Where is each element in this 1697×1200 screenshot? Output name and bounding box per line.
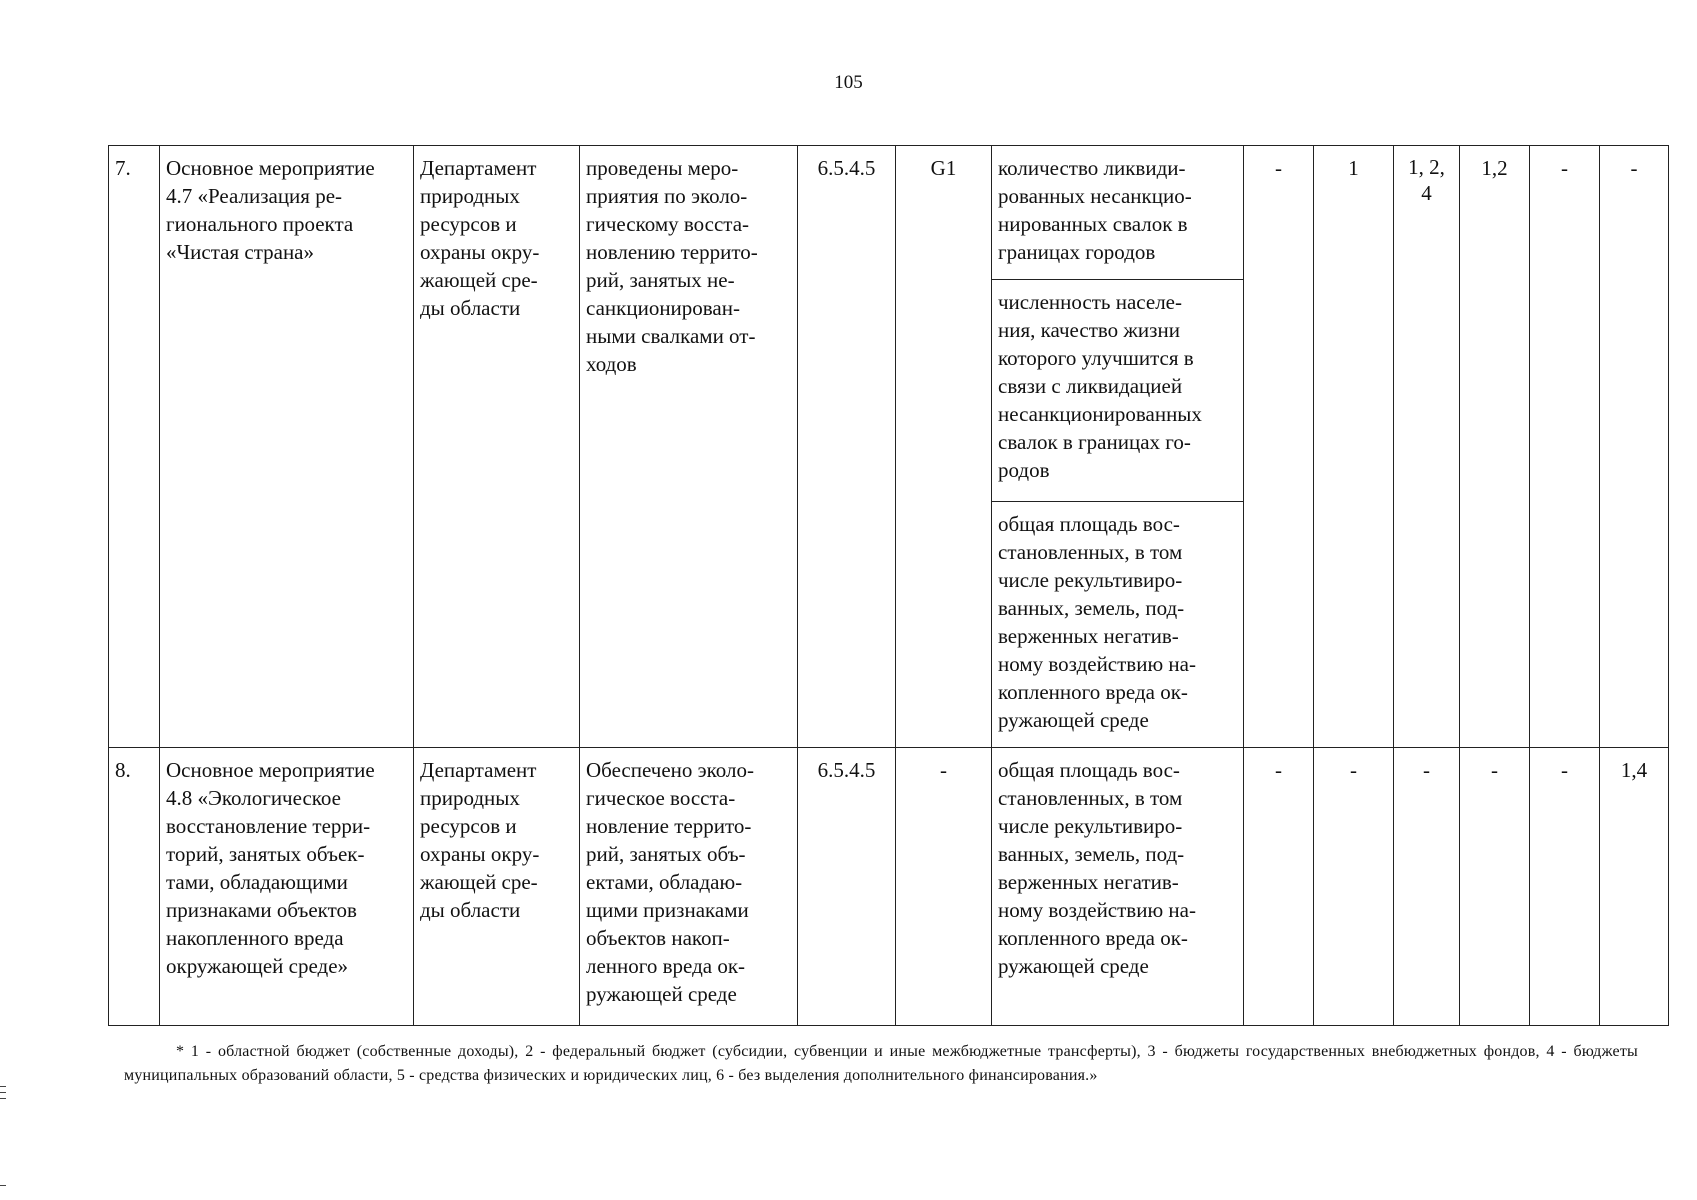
funding-source: - [1600,146,1669,748]
table-row [109,748,1669,1026]
funding-source: 1,4 [1600,748,1669,1026]
funding-source: 1 [1314,146,1394,748]
indicator: численность населе- ния, качество жизни которого улучшится в связи с ликвидацией несанкционированных свалок в границах го- родов [992,280,1244,502]
indicator: общая площадь вос- становленных, в том числе рекультивиро- ванных, земель, под- верженных негатив- ному воздействию на- копленного вреда ок- ружающей среде [992,748,1244,1026]
funding-source: 1,2 [1460,146,1530,748]
funding-source: - [1314,748,1394,1026]
program-code: 6.5.4.5 [798,748,896,1026]
row-number: 7. [109,146,160,748]
project-code: G1 [896,146,992,748]
scan-edge-mark [0,1086,6,1087]
activities-table [108,145,1669,1026]
indicator: количество ликвиди- рованных несанкцио- нированных свалок в границах городов [992,146,1244,280]
expected-result: проведены меро- приятия по эколо- гическому восста- новлению террито- рий, занятых не- санкционирован- ными свалками от- ходов [580,146,798,748]
funding-source: - [1394,748,1460,1026]
footnote: * 1 - областной бюджет (собственные доходы), 2 - федеральный бюджет (субсидии, субвенции и иные межбюджетные трансферты), 3 - бюджеты государственных внебюджетных фондов, 4 - бюджеты муниципальных образований области, 5 - средства физических и юридических лиц, 6 - без выделения дополнительного финансирования.» [124,1043,1638,1084]
funding-source: - [1244,748,1314,1026]
executor: Департамент природных ресурсов и охраны окру- жающей сре- ды области [414,748,580,1026]
event-name: Основное мероприятие 4.8 «Экологическое восстановление терри- торий, занятых объек- тами, обладающими признаками объектов накопленного вреда окружающей среде» [160,748,414,1026]
funding-source: 1, 2, 4 [1394,146,1460,748]
table-row [109,146,1669,280]
scan-edge-mark [0,1185,6,1186]
funding-source: - [1530,748,1600,1026]
page-number: 105 [834,72,863,93]
executor: Департамент природных ресурсов и охраны окру- жающей сре- ды области [414,146,580,748]
project-code: - [896,748,992,1026]
funding-source: - [1530,146,1600,748]
funding-source: - [1244,146,1314,748]
event-name: Основное мероприятие 4.7 «Реализация ре- гионального проекта «Чистая страна» [160,146,414,748]
scan-edge-mark [0,1092,6,1093]
funding-source: - [1460,748,1530,1026]
indicator: общая площадь вос- становленных, в том числе рекультивиро- ванных, земель, под- верженных негатив- ному воздействию на- копленного вреда ок- ружающей среде [992,502,1244,748]
program-code: 6.5.4.5 [798,146,896,748]
row-number: 8. [109,748,160,1026]
scan-edge-mark [0,1098,6,1099]
expected-result: Обеспечено эколо- гическое восста- новление террито- рий, занятых объ- ектами, обладаю- щими признаками объектов накоп- ленного вреда ок- ружающей среде [580,748,798,1026]
